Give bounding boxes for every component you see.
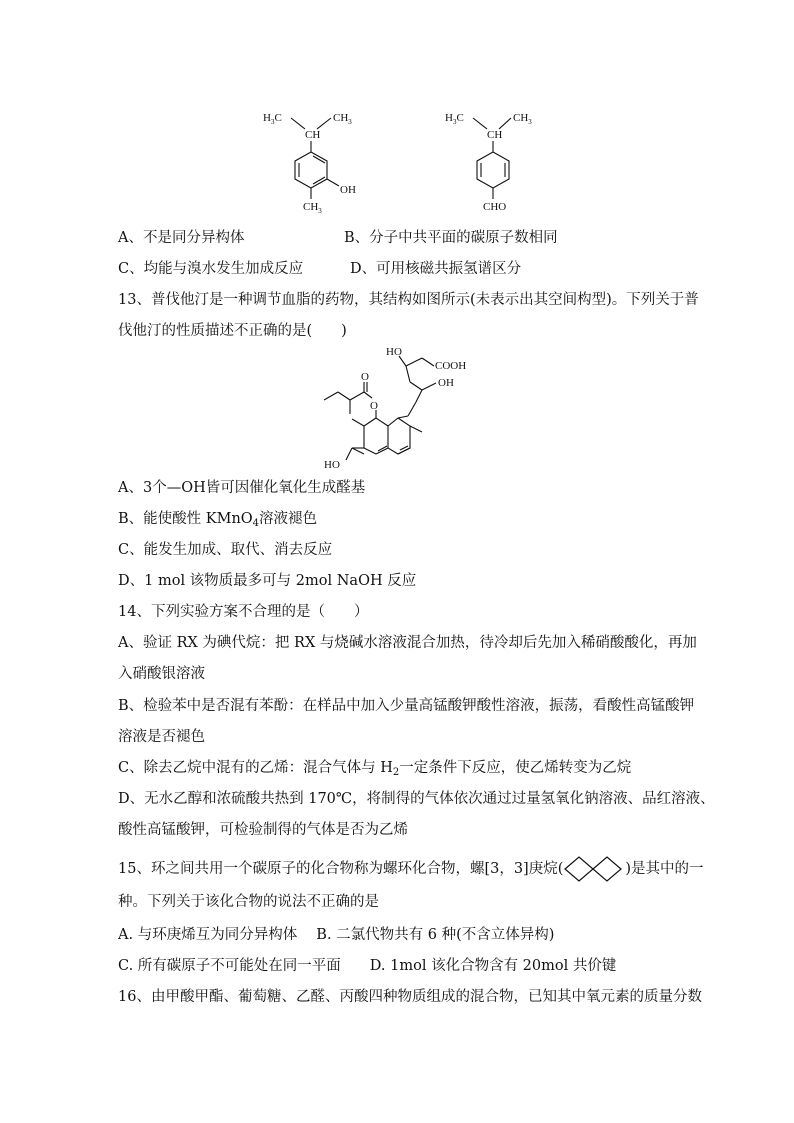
q14-option-a-line1: A、验证 RX 为碘代烷：把 RX 与烧碱水溶液混合加热，待冷却后先加入稀硝酸酸化，再加 (118, 635, 697, 651)
spiroheptane-icon (563, 856, 625, 882)
q12-option-c: C、均能与溴水发生加成反应 (118, 261, 304, 277)
q14-option-b-line1: B、检验苯中是否混有苯酚：在样品中加入少量高锰酸钾酸性溶液，振荡，看酸性高锰酸钾 (118, 698, 695, 714)
pravastatin-structure (318, 342, 490, 476)
q13-option-d: D、1 mol 该物质最多可与 2mol NaOH 反应 (118, 573, 417, 589)
label-cooh: COOH (435, 360, 467, 372)
molecule-left-structure (255, 104, 375, 216)
q15-options-ab: A. 与环庚烯互为同分异构体 B. 二氯代物共有 6 种(不含立体异构) (118, 927, 555, 943)
q13-option-b: B、能使酸性 KMnO$_4$溶液褪色 (118, 511, 318, 529)
q14-stem: 14、下列实验方案不合理的是（ ） (118, 604, 369, 620)
q14-option-d-line1: D、无水乙醇和浓硫酸共热到 170℃，将制得的气体依次通过过量氢氧化钠溶液、品红溶液、 (118, 791, 715, 807)
q15-stem-line1: 15、环之间共用一个碳原子的化合物称为螺环化合物，螺[3，3]庚烷( )是其中的一 (118, 856, 704, 882)
label-ch3-bottom: CH (303, 201, 319, 213)
label-ho-bottom: HO (324, 459, 340, 471)
q14-option-a-line2: 入硝酸银溶液 (118, 666, 205, 682)
label-ch3: CH (513, 112, 529, 124)
label-h3c: H (445, 112, 453, 124)
q13-stem-line1: 13、普伐他汀是一种调节血脂的药物，其结构如图所示(未表示出其空间构型)。下列关于普 (118, 292, 699, 308)
label-ch: CH (305, 129, 321, 141)
label-oh: OH (438, 377, 454, 389)
q13-option-c: C、能发生加成、取代、消去反应 (118, 542, 333, 558)
q13-option-a: A、3个—OH皆可因催化氧化生成醛基 (118, 480, 366, 496)
q14-option-b-line2: 溶液是否褪色 (118, 729, 205, 745)
label-ch3: CH (333, 112, 349, 124)
q16-stem: 16、由甲酸甲酯、葡萄糖、乙醛、丙酸四种物质组成的混合物，已知其中氧元素的质量分数 (118, 989, 702, 1005)
q14-option-c: C、除去乙烷中混有的乙烯：混合气体与 $H_2$一定条件下反应，使乙烯转变为乙烷 (118, 760, 632, 778)
q12-option-b: B、分子中共平面的碳原子数相同 (344, 230, 558, 246)
label-ho-top: HO (386, 346, 402, 358)
svg-text:CH3: $CH_3$ (333, 112, 352, 126)
label-oh: OH (340, 184, 356, 196)
svg-text:H3C: $H_3C$ (263, 112, 282, 126)
label-h3c: H (263, 112, 271, 124)
label-cho: CHO (483, 201, 507, 213)
q15-options-cd: C. 所有碳原子不可能处在同一平面 D. 1mol 该化合物含有 20mol 共价键 (118, 958, 617, 974)
q12-option-d: D、可用核磁共振氢谱区分 (350, 261, 522, 277)
label-ch: CH (487, 129, 503, 141)
molecule-right-structure (437, 104, 547, 216)
q13-stem-line2: 伐他汀的性质描述不正确的是( ) (118, 323, 347, 339)
svg-text:H3C: $H_3C$ (445, 112, 464, 126)
svg-text:CH3: $CH_3$ (303, 201, 322, 215)
q14-option-d-line2: 酸性高锰酸钾，可检验制得的气体是否为乙烯 (118, 822, 408, 838)
q12-option-a: A、不是同分异构体 (118, 230, 245, 246)
svg-text:CH3: $CH_3$ (513, 112, 532, 126)
q12-options-row1 (118, 229, 558, 247)
label-o-ester: O (370, 400, 378, 412)
label-o-carbonyl: O (361, 371, 369, 383)
q15-stem-line2: 种。下列关于该化合物的说法不正确的是 (118, 894, 379, 910)
q12-options-row2 (118, 260, 522, 278)
